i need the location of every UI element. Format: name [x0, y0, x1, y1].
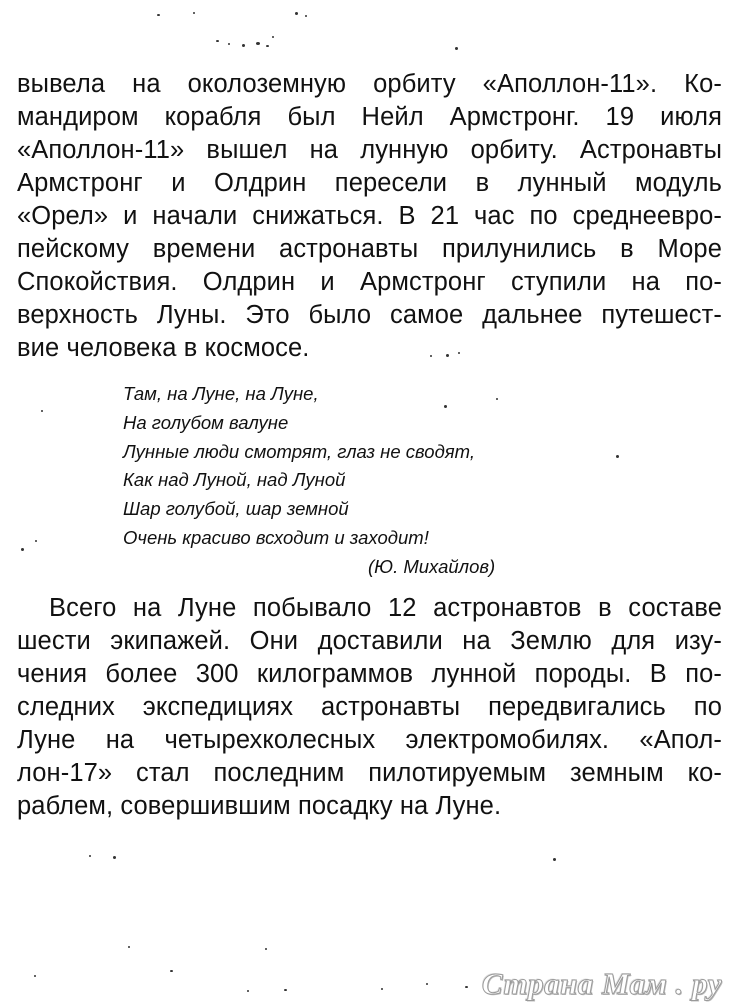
text-line: пейскому времени астронавты прилунились в Море [17, 235, 722, 263]
poem-line: Там, на Луне, на Луне, [123, 383, 319, 404]
text-line: вывела на околоземную орбиту «Аполлон-11». Ко- [17, 70, 722, 98]
text-line: раблем, совершившим посадку на Луне. [17, 792, 502, 820]
text-line: Спокойствия. Олдрин и Армстронг ступили на по- [17, 268, 722, 296]
text-line: Луне на четырехколесных электромобилях. «Апол- [17, 726, 722, 754]
text-line: чения более 300 килограммов лунной породы. В по- [17, 660, 722, 688]
text-line: верхность Луны. Это было самое дальнее путешест- [17, 301, 722, 329]
text-line: Армстронг и Олдрин пересели в лунный модуль [17, 169, 722, 197]
poem-block [123, 380, 495, 582]
poem-author: (Ю. Михайлов) [368, 555, 496, 577]
poem-line: Лунные люди смотрят, глаз не сводят, [123, 440, 476, 462]
text-line: лон-17» стал последним пилотируемым земным ко- [17, 759, 722, 787]
poem-line: На голубом валуне [123, 411, 289, 433]
site-watermark: Страна Мам . ру [481, 966, 722, 1001]
text-line: «Орел» и начали снижаться. В 21 час по среднеевро- [17, 202, 722, 230]
text-line: вие человека в космосе. [17, 334, 310, 362]
poem-line: Очень красиво всходит и заходит! [123, 526, 429, 548]
poem-line: Как над Луной, над Луной [123, 469, 346, 491]
text-line: «Аполлон-11» вышел на лунную орбиту. Астронавты [17, 136, 722, 164]
poem-line: Шар голубой, шар земной [123, 498, 349, 520]
text-line: мандиром корабля был Нейл Армстронг. 19 июля [17, 103, 722, 131]
text-line: Всего на Луне побывало 12 астронавтов в составе [49, 594, 722, 622]
text-line: следних экспедициях астронавты передвигались по [17, 693, 722, 721]
text-line: шести экипажей. Они доставили на Землю для изу- [17, 627, 722, 655]
